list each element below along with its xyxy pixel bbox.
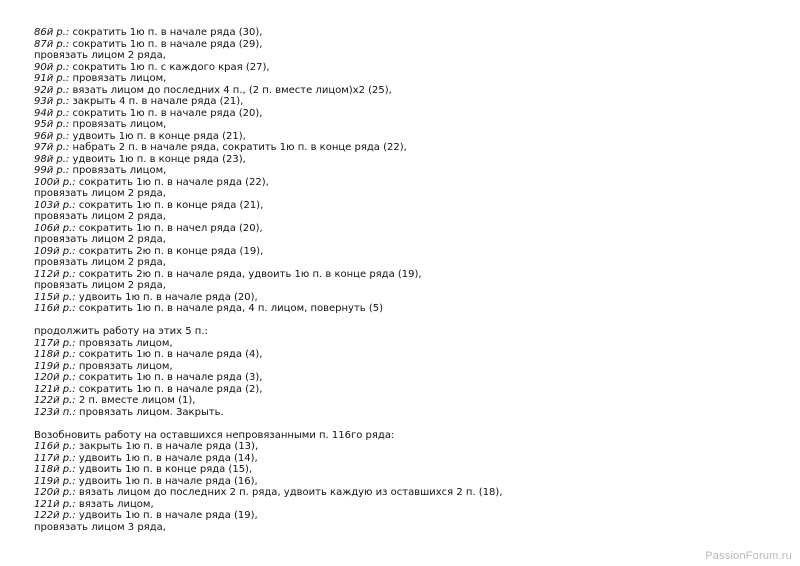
instruction-line [34, 39, 774, 51]
instruction-line [34, 27, 774, 39]
row-number-label: 117й р.: [34, 452, 76, 464]
instruction-text: провязать лицом, [69, 73, 167, 84]
instruction-line [34, 154, 774, 166]
instruction-line [34, 62, 774, 74]
instruction-text: провязать лицом 2 ряда, [34, 234, 166, 245]
knitting-instructions [34, 27, 774, 533]
instruction-line [34, 177, 774, 189]
row-number-label: 118й р.: [34, 464, 76, 475]
instruction-line [34, 349, 774, 361]
instruction-text: провязать лицом 2 ряда, [34, 188, 166, 199]
instruction-text: закрыть 1ю п. в начале ряда (13), [75, 441, 259, 452]
row-number-label: 99й р.: [34, 165, 70, 176]
row-number-label: 98й р.: [34, 153, 70, 165]
paragraph-gap [34, 315, 774, 327]
instruction-text: удвоить 1ю п. в начале ряда (14), [75, 452, 258, 464]
instruction-text: провязать лицом, [75, 360, 173, 372]
instruction-text: закрыть 4 п. в начале ряда (21), [69, 96, 244, 107]
instruction-text: сократить 1ю п. в начале ряда (29), [69, 38, 263, 50]
row-number-label: 97й р.: [34, 142, 70, 153]
instruction-line [34, 361, 774, 373]
instruction-text: провязать лицом 2 ряда, [34, 211, 166, 222]
paragraph-gap [34, 418, 774, 430]
instruction-line [34, 384, 774, 396]
instruction-line [34, 211, 774, 223]
instruction-line [34, 510, 774, 522]
instruction-line [34, 522, 774, 534]
row-number-label: 119й р.: [34, 360, 76, 372]
row-number-label: 123й п.: [34, 406, 76, 418]
row-number-label: 115й р.: [34, 291, 76, 303]
instruction-line [34, 430, 774, 442]
instruction-line [34, 407, 774, 419]
row-number-label: 95й р.: [34, 119, 70, 130]
instruction-line [34, 246, 774, 258]
instruction-text: провязать лицом 2 ряда, [34, 50, 166, 61]
instruction-line [34, 234, 774, 246]
instruction-text: провязать лицом 2 ряда, [34, 257, 166, 268]
instruction-text: сократить 1ю п. в конце ряда (21), [75, 199, 264, 211]
instruction-line [34, 441, 774, 453]
instruction-text: провязать лицом 2 ряда, [34, 280, 166, 291]
instruction-text: провязать лицом, [69, 119, 167, 130]
instruction-text: продолжить работу на этих 5 п.: [34, 326, 208, 337]
instruction-line [34, 188, 774, 200]
instruction-text: удвоить 1ю п. в начале ряда (20), [75, 291, 258, 303]
instruction-text: сократить 1ю п. в начале ряда (30), [69, 27, 263, 38]
instruction-block-resume-row-116 [34, 430, 774, 534]
instruction-line [34, 257, 774, 269]
instruction-line [34, 499, 774, 511]
instruction-block-rows-117-123 [34, 326, 774, 418]
row-number-label: 96й р.: [34, 130, 70, 142]
row-number-label: 92й р.: [34, 84, 70, 96]
instruction-text: вязать лицом до последних 2 п. ряда, удвоить каждую из оставшихся 2 п. (18), [75, 487, 503, 498]
instruction-line [34, 131, 774, 143]
row-number-label: 87й р.: [34, 38, 70, 50]
instruction-text: вязать лицом, [75, 498, 154, 510]
instruction-text: сократить 1ю п. в начале ряда (2), [75, 383, 263, 395]
row-number-label: 116й р.: [34, 303, 76, 314]
row-number-label: 90й р.: [34, 61, 70, 73]
instruction-text: провязать лицом, [69, 165, 167, 176]
row-number-label: 106й р.: [34, 222, 76, 234]
row-number-label: 121й р.: [34, 498, 76, 510]
row-number-label: 120й р.: [34, 372, 76, 383]
instruction-line [34, 338, 774, 350]
instruction-text: 2 п. вместе лицом (1), [75, 395, 196, 406]
instruction-line [34, 269, 774, 281]
row-number-label: 117й р.: [34, 337, 76, 349]
row-number-label: 86й р.: [34, 27, 70, 38]
instruction-text: сократить 1ю п. в начале ряда (20), [69, 107, 263, 119]
row-number-label: 119й р.: [34, 475, 76, 487]
instruction-text: набрать 2 п. в начале ряда, сократить 1ю п. в конце ряда (22), [69, 142, 407, 153]
instruction-line [34, 108, 774, 120]
row-number-label: 118й р.: [34, 349, 76, 360]
row-number-label: 121й р.: [34, 383, 76, 395]
instruction-text: сократить 1ю п. в начале ряда (4), [75, 349, 263, 360]
instruction-line [34, 50, 774, 62]
instruction-line [34, 303, 774, 315]
row-number-label: 103й р.: [34, 199, 76, 211]
instruction-line [34, 73, 774, 85]
instruction-text: сократить 2ю п. в конце ряда (19), [75, 245, 264, 257]
instruction-block-rows-86-116 [34, 27, 774, 315]
instruction-line [34, 96, 774, 108]
instruction-line [34, 85, 774, 97]
instruction-line [34, 223, 774, 235]
instruction-text: провязать лицом, [75, 337, 173, 349]
instruction-text: сократить 1ю п. в начале ряда (3), [75, 372, 263, 383]
row-number-label: 91й р.: [34, 73, 70, 84]
row-number-label: 122й р.: [34, 395, 76, 406]
instruction-text: сократить 2ю п. в начале ряда, удвоить 1ю п. в конце ряда (19), [75, 268, 422, 280]
instruction-text: удвоить 1ю п. в начале ряда (19), [75, 510, 258, 521]
instruction-text: удвоить 1ю п. в конце ряда (15), [75, 464, 253, 475]
instruction-line [34, 165, 774, 177]
row-number-label: 100й р.: [34, 176, 76, 188]
instruction-text: удвоить 1ю п. в конце ряда (21), [69, 130, 246, 142]
row-number-label: 116й р.: [34, 441, 76, 452]
instruction-line [34, 142, 774, 154]
instruction-line [34, 395, 774, 407]
instruction-text: удвоить 1ю п. в конце ряда (23), [69, 153, 246, 165]
instruction-text: сократить 1ю п. с каждого края (27), [69, 61, 270, 73]
instruction-text: удвоить 1ю п. в начале ряда (16), [75, 475, 258, 487]
instruction-line [34, 326, 774, 338]
instruction-text: провязать лицом. Закрыть. [75, 406, 224, 418]
instruction-line [34, 453, 774, 465]
instruction-text: сократить 1ю п. в начале ряда, 4 п. лицом, повернуть (5) [75, 303, 384, 314]
row-number-label: 93й р.: [34, 96, 70, 107]
instruction-line [34, 200, 774, 212]
instruction-line [34, 464, 774, 476]
row-number-label: 122й р.: [34, 510, 76, 521]
instruction-text: Возобновить работу на оставшихся непровязанными п. 116го ряда: [34, 429, 395, 441]
instruction-text: сократить 1ю п. в начале ряда (22), [75, 176, 269, 188]
instruction-line [34, 280, 774, 292]
instruction-text: вязать лицом до последних 4 п., (2 п. вместе лицом)х2 (25), [69, 84, 392, 96]
instruction-line [34, 476, 774, 488]
site-watermark: PassionForum.ru [705, 550, 792, 562]
row-number-label: 94й р.: [34, 107, 70, 119]
row-number-label: 109й р.: [34, 245, 76, 257]
instruction-text: провязать лицом 3 ряда, [34, 521, 166, 533]
instruction-line [34, 487, 774, 499]
instruction-line [34, 119, 774, 131]
instruction-line [34, 372, 774, 384]
row-number-label: 112й р.: [34, 268, 76, 280]
row-number-label: 120й р.: [34, 487, 76, 498]
instruction-text: сократить 1ю п. в начел ряда (20), [75, 222, 263, 234]
instruction-line [34, 292, 774, 304]
